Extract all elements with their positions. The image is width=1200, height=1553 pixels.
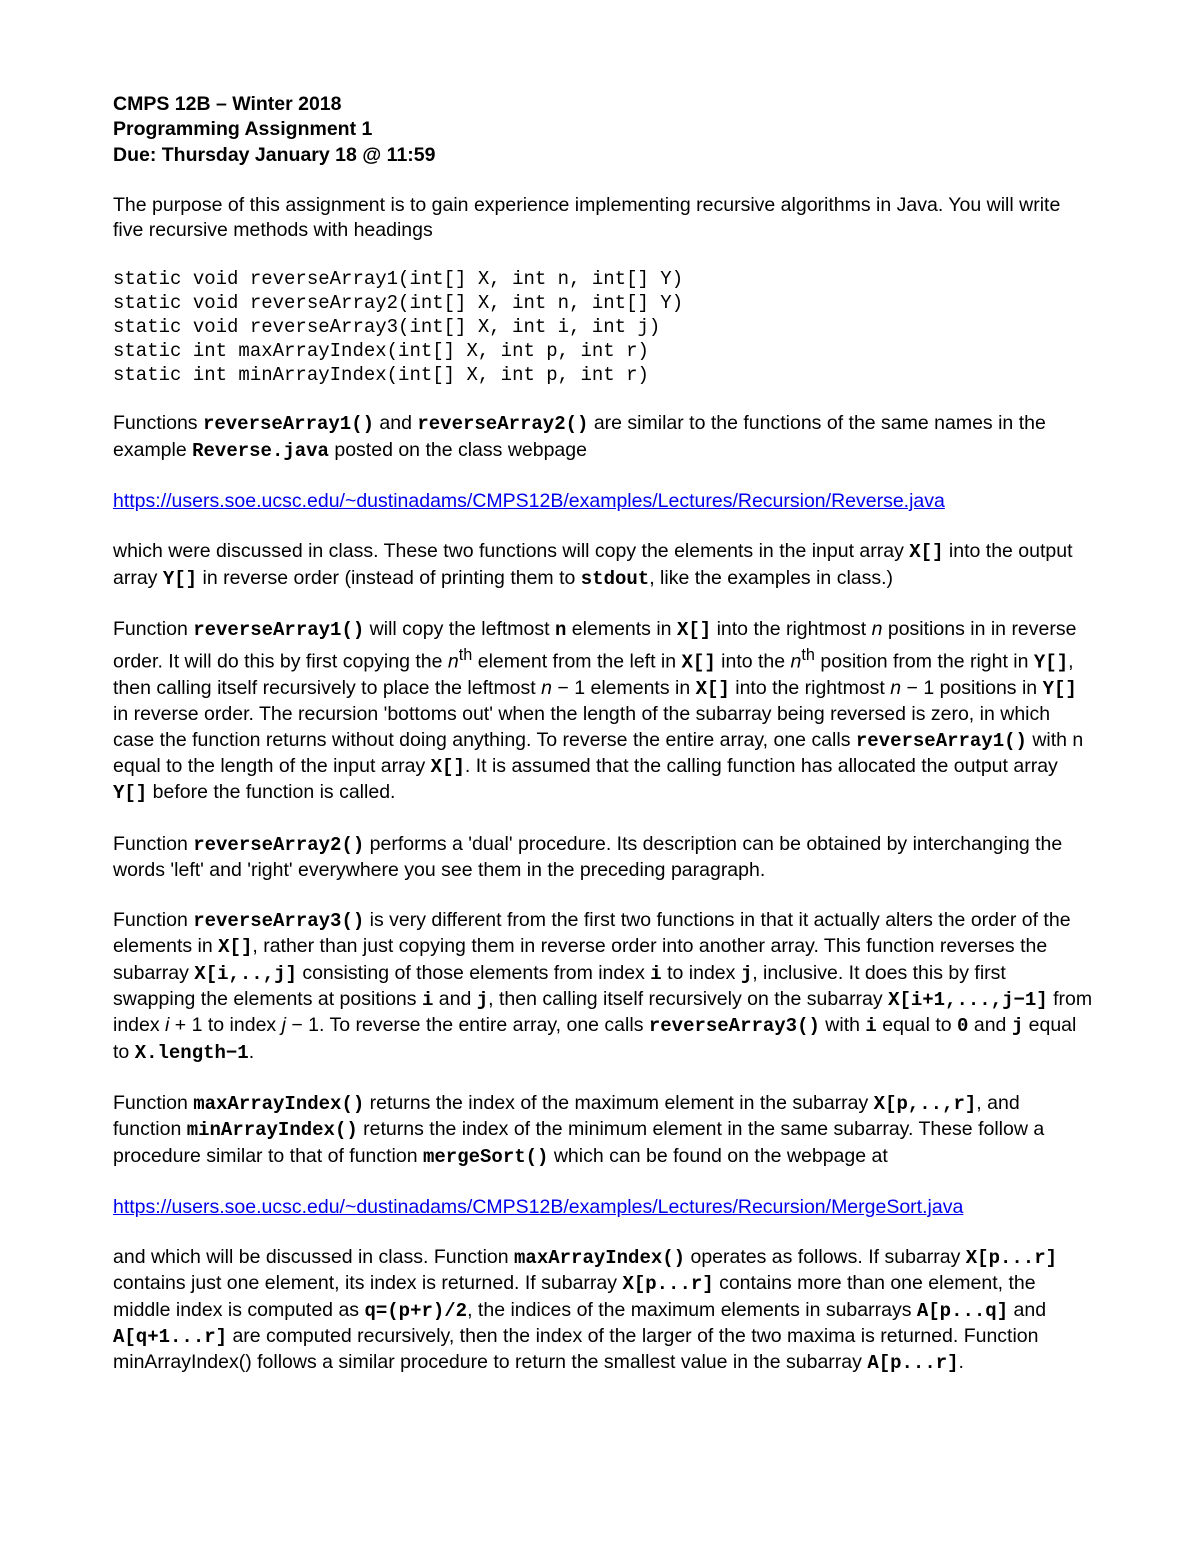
assignment-title: Programming Assignment 1 (113, 118, 373, 141)
signature-line: static int minArrayIndex(int[] X, int p, int r) (113, 363, 649, 386)
signature-line: static void reverseArray2(int[] X, int n, int[] Y) (113, 292, 684, 315)
functions-paragraph: Functions reverseArray1() and reverseArray2() are similar to the functions of the same names in the example Reverse.java posted on the class webpage (113, 412, 1046, 462)
reverse-array2-paragraph: Function reverseArray2() performs a 'dual' procedure. Its description can be obtained by interchanging the words 'left' and 'right' everywhere you see them in the preceding paragraph. (113, 832, 1063, 881)
reverse-java-link[interactable]: https://users.soe.ucsc.edu/~dustinadams/CMPS12B/examples/Lectures/Recursion/Reverse.java (113, 490, 945, 513)
document-page (113, 92, 1093, 1402)
max-procedure-paragraph: and which will be discussed in class. Function maxArrayIndex() operates as follows. If subarray X[p...r] contains just one element, its index is returned. If subarray X[p...r] contains more than one element, the middle index is computed as q=(p+r)/2, the indices of the maximum elements in subarrays A[p...q] and A[q+1...r] are computed recursively, then the index of the larger of the two maxima is returned. Function minArrayIndex() follows a similar procedure to return the smallest value in the subarray A[p...r]. (113, 1246, 1057, 1375)
signature-line: static void reverseArray3(int[] X, int i, int j) (113, 316, 661, 339)
mergesort-link-paragraph (113, 1195, 1093, 1220)
signature-line: static int maxArrayIndex(int[] X, int p, int r) (113, 339, 649, 362)
max-min-paragraph: Function maxArrayIndex() returns the index of the maximum element in the subarray X[p,..,r], and function minArrayIndex() returns the index of the minimum element in the same subarray. These follow a procedure similar to that of function mergeSort() which can be found on the webpage at (113, 1091, 1045, 1168)
copy-paragraph: which were discussed in class. These two functions will copy the elements in the input array X[] into the output array Y[] in reverse order (instead of printing them to stdout, like the examples in class.) (113, 540, 1073, 590)
mergesort-java-link[interactable]: https://users.soe.ucsc.edu/~dustinadams/CMPS12B/examples/Lectures/Recursion/MergeSort.java (113, 1195, 964, 1218)
signature-line: static void reverseArray1(int[] X, int n, int[] Y) (113, 268, 684, 291)
due-date: Due: Thursday January 18 @ 11:59 (113, 143, 436, 166)
document-header (113, 92, 1093, 168)
course-title: CMPS 12B – Winter 2018 (113, 93, 342, 115)
reverse-array1-paragraph: Function reverseArray1() will copy the leftmost n elements in X[] into the rightmost n positions in in reverse order. It will do this by first copying the $n^{th}$ element from the left in X[] into the $n^{th}$ position from the right in Y[], then calling itself recursively to place the leftmost n − 1 elements in X[] into the rightmost n − 1 positions in Y[] in reverse order. The recursion 'bottoms out' when the length of the subarray being reversed is zero, in which case the function returns without doing anything. To reverse the entire array, one calls reverseArray1() with n equal to the length of the input array X[]. It is assumed that the calling function has allocated the output array Y[] before the function is called. (113, 617, 1084, 805)
reverse-array3-paragraph: Function reverseArray3() is very different from the first two functions in that it actually alters the order of the elements in X[], rather than just copying them in reverse order into another array. This function reverses the subarray X[i,..,j] consisting of those elements from index i to index j, inclusive. It does this by first swapping the elements at positions i and j, then calling itself recursively on the subarray X[i+1,...,j−1] from index i + 1 to index j − 1. To reverse the entire array, one calls reverseArray3() with i equal to 0 and j equal to X.length−1. (113, 909, 1093, 1064)
intro-paragraph: The purpose of this assignment is to gain experience implementing recursive algorithms in Java. You will write five recursive methods with headings (113, 193, 1061, 242)
reverse-link-paragraph (113, 489, 1093, 514)
method-signatures (113, 268, 1093, 387)
